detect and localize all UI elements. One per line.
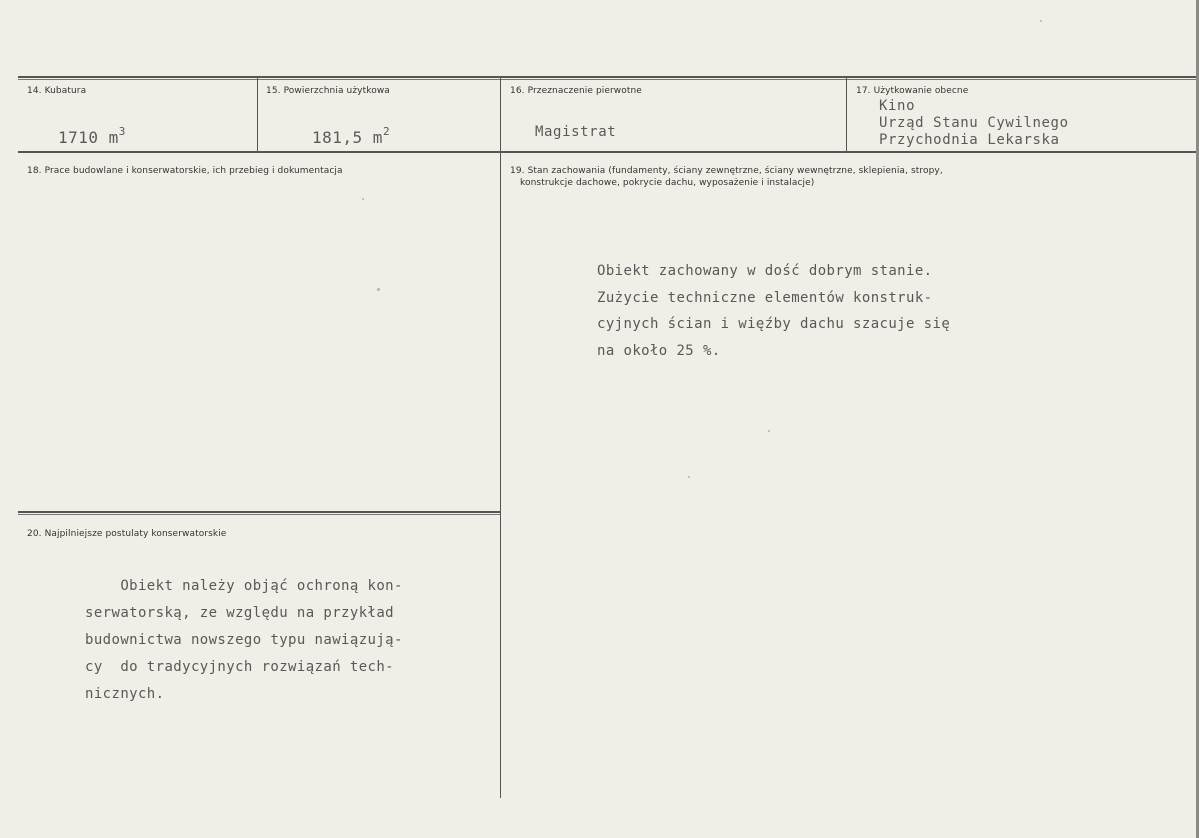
field-16-value: Magistrat xyxy=(535,124,617,140)
field-19-line-1: Obiekt zachowany w dość dobrym stanie. xyxy=(597,263,933,279)
field-20-line-2: serwatorską, ze względu na przykład xyxy=(85,605,395,621)
divider-16-17 xyxy=(846,78,847,152)
field-14-number: 1710 m xyxy=(58,128,119,147)
field-17-value-2: Urząd Stanu Cywilnego xyxy=(879,115,1069,131)
field-17-label: 17. Użytkowanie obecne xyxy=(856,86,969,96)
paper-speck xyxy=(362,198,364,200)
field-20-line-4: cy do tradycyjnych rozwiązań tech- xyxy=(85,659,395,675)
field-19-text xyxy=(597,258,950,364)
paper-speck xyxy=(377,288,380,291)
field-17-value-1: Kino xyxy=(879,98,916,114)
field-16-label: 16. Przeznaczenie pierwotne xyxy=(510,86,642,96)
paper-speck xyxy=(688,476,690,478)
row1-bottom-rule xyxy=(18,151,1196,153)
field-18-label: 18. Prace budowlane i konserwatorskie, ich przebieg i dokumentacja xyxy=(27,166,343,176)
divider-14-15 xyxy=(257,78,258,152)
section-20-rule xyxy=(18,511,500,515)
field-19-label-line1: 19. Stan zachowania (fundamenty, ściany zewnętrzne, ściany wewnętrzne, sklepienia, stropy, xyxy=(510,166,943,176)
divider-15-16 xyxy=(500,78,501,798)
field-14-label: 14. Kubatura xyxy=(27,86,87,96)
top-rule xyxy=(18,76,1196,80)
field-17-value-3: Przychodnia Lekarska xyxy=(879,132,1060,148)
field-20-label: 20. Najpilniejsze postulaty konserwatorskie xyxy=(27,529,227,539)
field-20-line-1: Obiekt należy objąć ochroną kon- xyxy=(85,578,403,594)
field-19-line-3: cyjnych ścian i więźby dachu szacuje się xyxy=(597,316,951,332)
field-20-line-5: nicznych. xyxy=(85,686,165,702)
field-20-text xyxy=(85,573,403,708)
field-14-value xyxy=(58,125,126,147)
field-15-unit-sup: 2 xyxy=(382,125,391,138)
field-15-value xyxy=(312,125,391,147)
paper-speck xyxy=(1040,20,1042,22)
field-15-number: 181,5 m xyxy=(312,128,383,147)
field-20-line-3: budownictwa nowszego typu nawiązują- xyxy=(85,632,403,648)
paper-speck xyxy=(768,430,770,432)
field-14-unit-sup: 3 xyxy=(118,125,126,138)
field-19-label-line2: konstrukcje dachowe, pokrycie dachu, wyposażenie i instalacje) xyxy=(520,178,815,188)
field-19-line-2: Zużycie techniczne elementów konstruk- xyxy=(597,289,933,306)
field-15-label: 15. Powierzchnia użytkowa xyxy=(266,86,390,96)
field-19-line-4: na około 25 %. xyxy=(597,342,721,359)
